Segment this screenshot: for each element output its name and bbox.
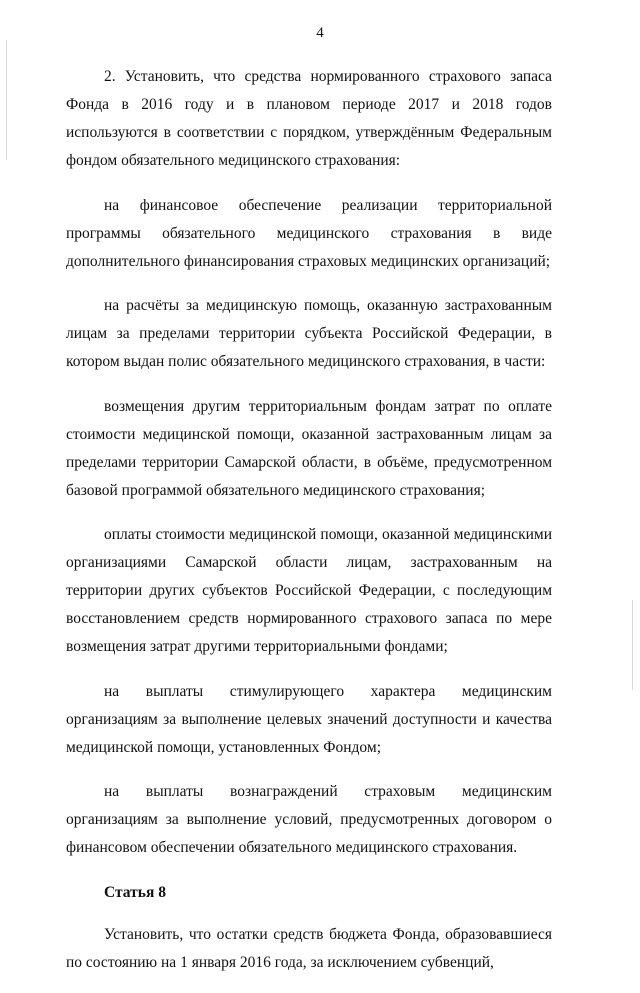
- paragraph-territorial-program: на финансовое обеспечение реализации территориальной программы обязательного медицинского страхования в виде дополнительного финансирования страховых медицинских организаций;: [66, 196, 552, 270]
- scan-edge-mark: [632, 600, 633, 690]
- page-number: 4: [316, 25, 324, 41]
- article-heading: Статья 8: [104, 883, 166, 901]
- paragraph-payment: оплаты стоимости медицинской помощи, оказанной медицинскими организациями Самарской области лицам, застрахованным на территории других субъектов Российской Федерации, с последующим восстановлением средств нормированного страхового запаса по мере возмещения затрат другими территориальными фондами;: [66, 526, 552, 655]
- paragraph-remuneration: на выплаты вознаграждений страховым медицинским организациям за выполнение условий, предусмотренных договором о финансовом обеспечении обязательного медицинского страхования.: [66, 783, 552, 856]
- paragraph-reimbursement: возмещения другим территориальным фондам затрат по оплате стоимости медицинской помощи, оказанной застрахованным лицам за пределами территории Самарской области, в объёме, предусмотренном базовой программой обязательного медицинского страхования;: [66, 397, 552, 499]
- document-body: [66, 63, 552, 993]
- article-paragraph: Установить, что остатки средств бюджета Фонда, образовавшиеся по состоянию на 1 января 2016 года, за исключением субвенций,: [66, 925, 552, 971]
- scan-edge-mark: [6, 40, 7, 160]
- paragraph-clause-2: 2. Установить, что средства нормированного страхового запаса Фонда в 2016 году и в плановом периоде 2017 и 2018 годов используются в соответствии с порядком, утверждённым Федеральным фондом обязательного медицинского страхования:: [66, 68, 552, 169]
- paragraph-incentive-payments: на выплаты стимулирующего характера медицинским организациям за выполнение целевых значений доступности и качества медицинской помощи, установленных Фондом;: [66, 682, 552, 756]
- paragraph-settlements: на расчёты за медицинскую помощь, оказанную застрахованным лицам за пределами территории субъекта Российской Федерации, в котором выдан полис обязательного медицинского страхования, в части:: [66, 297, 552, 370]
